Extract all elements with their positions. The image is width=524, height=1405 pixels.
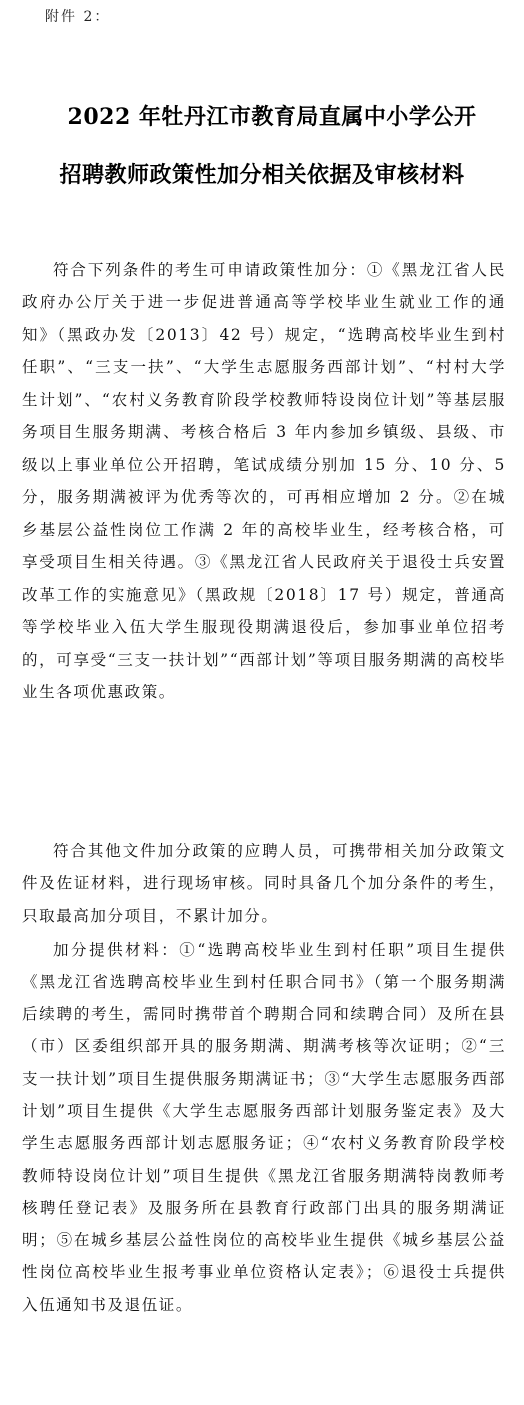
paragraph-other-policies: 符合其他文件加分政策的应聘人员，可携带相关加分政策文件及佐证材料，进行现场审核。同时具备几个加分条件的考生，只取最高加分项目，不累计加分。	[22, 841, 506, 925]
document-title-line-2: 招聘教师政策性加分相关依据及审核材料	[59, 162, 465, 188]
document-title-line-1: 2022 年牡丹江市教育局直属中小学公开	[67, 104, 477, 130]
attachment-label: 附件 2：	[45, 9, 111, 25]
paragraph-eligibility: 符合下列条件的考生可申请政策性加分：①《黑龙江省人民政府办公厅关于进一步促进普通高等学校毕业生就业工作的通知》（黑政办发〔2013〕42 号）规定，“选聘高校毕业生到村任职”、“三支一扶”、“大学生志愿服务西部计划”、“村村大学生计划”、“农村义务教育阶段学校教师特设岗位计划”等基层服务项目生服务期满、考核合格后 3 年内参加乡镇级、县级、市级以上事业单位公开招聘，笔试成绩分别加 15 分、10 分、5 分，服务期满被评为优秀等次的，可再相应增加 2 分。②在城乡基层公益性岗位工作满 2 年的高校毕业生，经考核合格，可享受项目生相关待遇。③《黑龙江省人民政府关于退役士兵安置改革工作的实施意见》（黑政规〔2018〕17 号）规定，普通高等学校毕业入伍大学生服现役期满退役后，参加事业单位招考的，可享受“三支一扶计划”“西部计划”等项目服务期满的高校毕业生各项优惠政策。	[22, 260, 506, 701]
paragraph-required-materials: 加分提供材料：①“选聘高校毕业生到村任职”项目生提供《黑龙江省选聘高校毕业生到村任职合同书》（第一个服务期满后续聘的考生，需同时携带首个聘期合同和续聘合同）及所在县（市）区委组织部开具的服务期满、期满考核等次证明；②“三支一扶计划”项目生提供服务期满证书；③“大学生志愿服务西部计划”项目生提供《大学生志愿服务西部计划服务鉴定表》及大学生志愿服务西部计划志愿服务证；④“农村义务教育阶段学校教师特设岗位计划”项目生提供《黑龙江省服务期满特岗教师考核聘任登记表》及服务所在县教育行政部门出具的服务期满证明；⑤在城乡基层公益性岗位的高校毕业生提供《城乡基层公益性岗位高校毕业生报考事业单位资格认定表》；⑥退役士兵提供入伍通知书及退伍证。	[22, 940, 506, 1314]
